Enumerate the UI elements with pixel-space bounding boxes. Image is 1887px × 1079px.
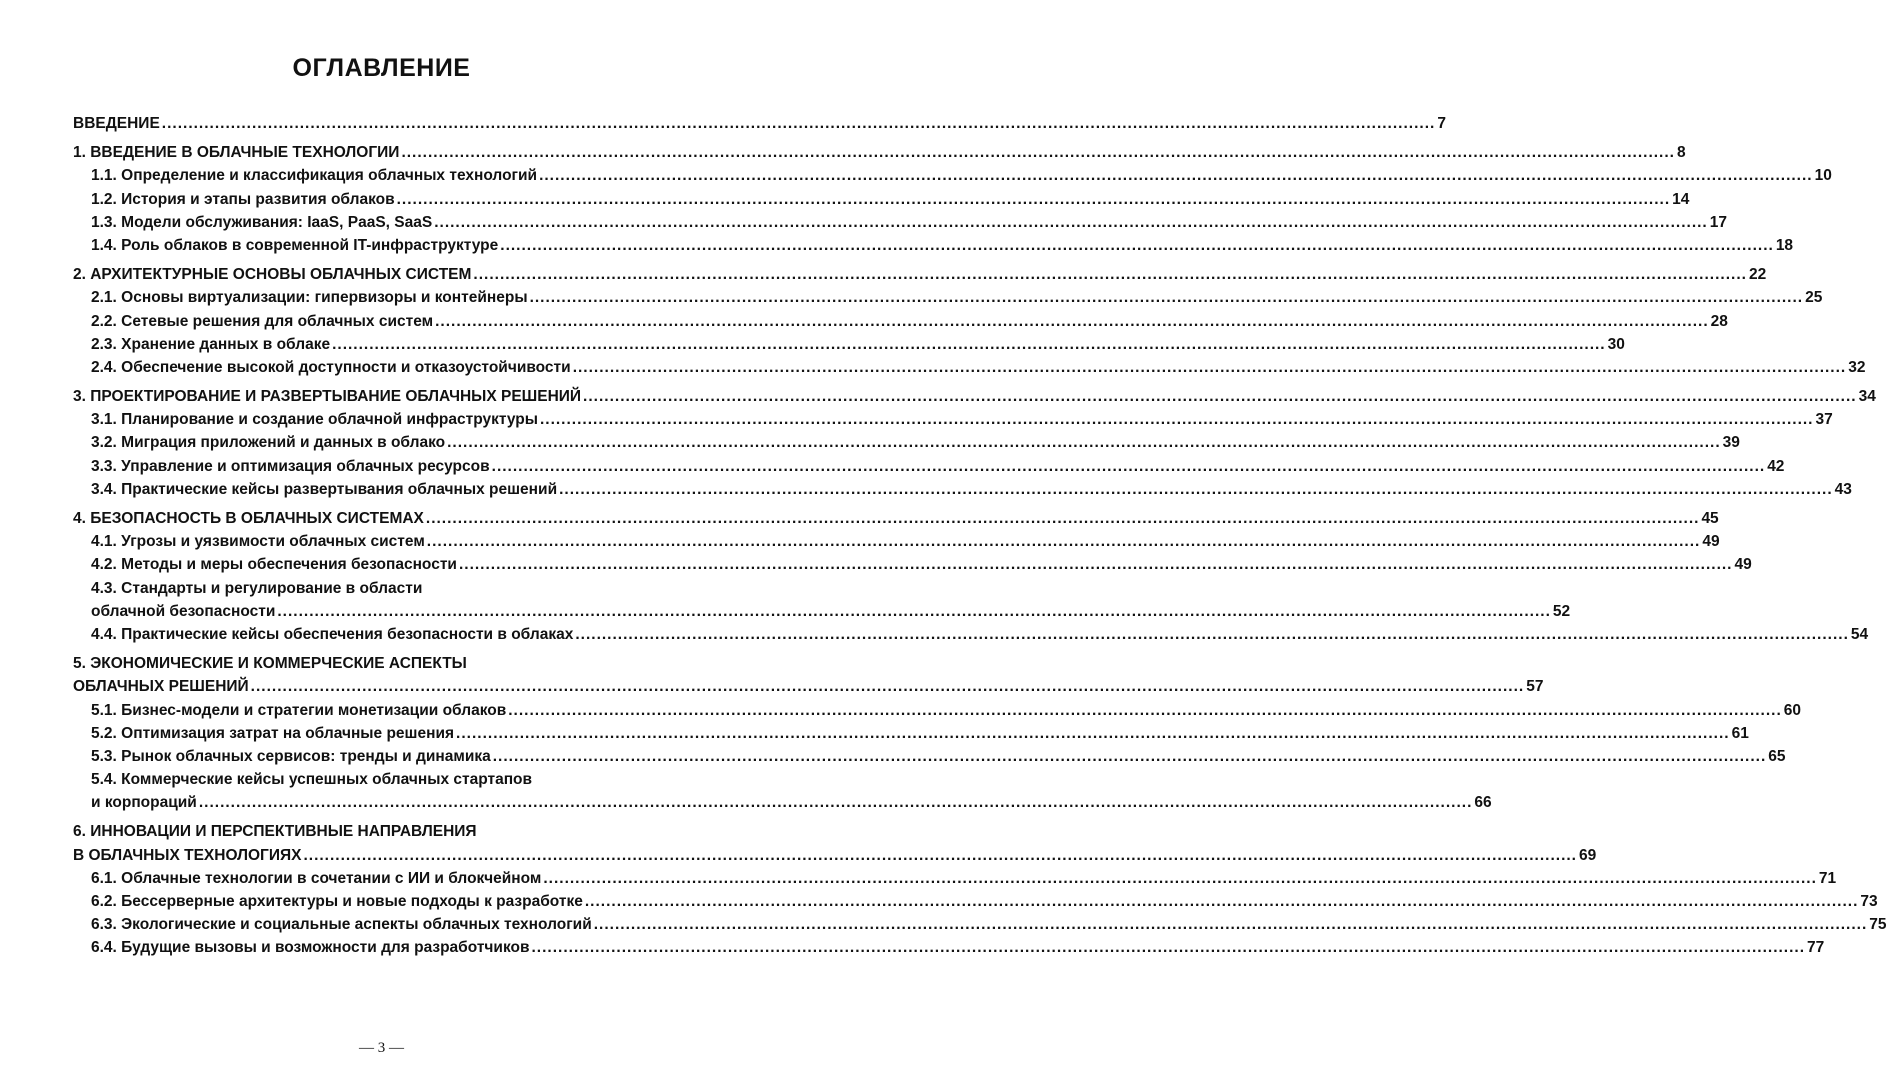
toc-chapter-page: 57 <box>1526 678 1544 696</box>
dot-leader <box>303 844 1577 867</box>
toc-section-title: 6.1. Облачные технологии в сочетании с ИИ и блокчейном <box>91 869 542 887</box>
toc-section-page: 66 <box>1474 794 1492 812</box>
toc-section-title: 4.1. Угрозы и уязвимости облачных систем <box>91 533 425 551</box>
dot-leader <box>575 623 1849 646</box>
toc-section-page: 49 <box>1702 533 1720 551</box>
dot-leader <box>594 913 1868 936</box>
toc-section-entry <box>73 913 1887 936</box>
dot-leader <box>277 600 1551 623</box>
dot-leader <box>585 890 1859 913</box>
dot-leader <box>530 286 1804 309</box>
toc-section-title-line <box>73 768 690 791</box>
toc-section-page: 18 <box>1775 236 1794 254</box>
toc-section-entry <box>73 722 1749 745</box>
toc-chapter-block <box>73 652 1802 814</box>
toc-section-entry <box>73 791 1492 814</box>
page-number: — 3 — <box>359 1040 404 1056</box>
dot-leader <box>447 431 1721 454</box>
toc-chapter-title: ОБЛАЧНЫХ РЕШЕНИЙ <box>73 678 249 696</box>
toc-chapter-entry <box>73 675 1544 698</box>
dot-leader <box>251 675 1525 698</box>
toc-section-title: 5.1. Бизнес-модели и стратегии монетизации облаков <box>91 701 507 719</box>
toc-section-title: 1.2. История и этапы развития облаков <box>91 190 395 208</box>
toc-section-entry <box>73 431 1740 454</box>
toc-section-page: 75 <box>1869 916 1887 934</box>
toc-section-entry <box>73 211 1727 234</box>
dot-leader <box>508 699 1782 722</box>
toc-chapter-page: 34 <box>1858 388 1876 406</box>
toc-section-title: 5.4. Коммерческие кейсы успешных облачных стартапов <box>91 771 533 789</box>
toc-chapter-entry <box>73 844 1597 867</box>
toc-section-entry <box>73 936 1825 959</box>
toc-section-page: 25 <box>1805 289 1823 307</box>
toc-section-page: 28 <box>1710 312 1728 330</box>
toc-section-title: 5.3. Рынок облачных сервисов: тренды и динамика <box>91 747 491 765</box>
toc-section-entry <box>73 234 1794 257</box>
toc-section-entry <box>73 890 1878 913</box>
toc-section-page: 65 <box>1768 747 1786 765</box>
toc-section-title: 4.4. Практические кейсы обеспечения безопасности в облаках <box>91 625 574 643</box>
toc-section-page: 42 <box>1767 457 1785 475</box>
toc-section-page: 14 <box>1672 190 1690 208</box>
toc-section-title: 2.2. Сетевые решения для облачных систем <box>91 312 434 330</box>
toc-chapter-page: 45 <box>1701 510 1719 527</box>
toc-section-title: 2.3. Хранение данных в облаке <box>91 335 331 353</box>
dot-leader <box>397 188 1671 211</box>
table-of-contents <box>73 112 1887 966</box>
dot-leader <box>493 745 1767 768</box>
toc-chapter-title: В ОБЛАЧНЫХ ТЕХНОЛОГИЯХ <box>73 846 302 864</box>
toc-section-title: 2.1. Основы виртуализации: гипервизоры и контейнеры <box>91 289 528 307</box>
toc-chapter-page: 69 <box>1579 846 1597 864</box>
toc-chapter-block <box>73 507 1869 646</box>
dot-leader <box>500 234 1774 257</box>
dot-leader <box>435 310 1709 333</box>
dot-leader <box>492 455 1766 478</box>
toc-section-page: 32 <box>1848 358 1866 376</box>
toc-section-page: 43 <box>1834 480 1852 498</box>
toc-section-title: 4.2. Методы и меры обеспечения безопасности <box>91 556 457 574</box>
dot-leader <box>199 791 1473 814</box>
toc-chapter-block <box>73 141 1832 257</box>
toc-chapter-entry <box>73 507 1719 530</box>
toc-chapter-entry <box>73 141 1686 164</box>
toc-section-entry <box>73 530 1720 553</box>
toc-section-entry <box>73 478 1852 501</box>
toc-section-page: 52 <box>1552 602 1571 620</box>
toc-chapter-block <box>73 820 1887 959</box>
toc-chapter-title: 2. АРХИТЕКТУРНЫЕ ОСНОВЫ ОБЛАЧНЫХ СИСТЕМ <box>73 266 472 284</box>
toc-section-entry <box>73 455 1785 478</box>
toc-section-title: 6.3. Экологические и социальные аспекты облачных технологий <box>91 916 592 934</box>
toc-chapter-title: 4. БЕЗОПАСНОСТЬ В ОБЛАЧНЫХ СИСТЕМАХ <box>73 510 424 527</box>
toc-chapter-title: ВВЕДЕНИЕ <box>73 115 160 132</box>
toc-section-entry <box>73 408 1833 431</box>
toc-chapter-title: 6. ИННОВАЦИИ И ПЕРСПЕКТИВНЫЕ НАПРАВЛЕНИЯ <box>73 823 477 841</box>
toc-section-entry <box>73 600 1571 623</box>
toc-section-title: 3.3. Управление и оптимизация облачных ресурсов <box>91 457 490 475</box>
toc-section-title: 1.4. Роль облаков в современной IT-инфраструктуре <box>91 236 499 254</box>
dot-leader <box>540 408 1814 431</box>
toc-section-title: и корпораций <box>91 794 197 812</box>
toc-section-title: 3.4. Практические кейсы развертывания облачных решений <box>91 480 558 498</box>
toc-section-title-line <box>73 577 690 600</box>
toc-section-title: 1.3. Модели обслуживания: IaaS, PaaS, SaaS <box>91 213 433 231</box>
toc-section-page: 37 <box>1815 411 1833 429</box>
toc-chapter-block <box>73 263 1866 379</box>
dot-leader <box>434 211 1708 234</box>
toc-section-entry <box>73 310 1728 333</box>
toc-section-entry <box>73 623 1869 646</box>
toc-section-page: 60 <box>1783 701 1802 719</box>
toc-section-page: 77 <box>1807 939 1825 957</box>
toc-section-entry <box>73 164 1832 187</box>
toc-section-title: 6.2. Бессерверные архитектуры и новые подходы к разработке <box>91 893 583 910</box>
toc-section-page: 54 <box>1850 625 1869 643</box>
toc-chapter-title: 3. ПРОЕКТИРОВАНИЕ И РАЗВЕРТЫВАНИЕ ОБЛАЧНЫХ РЕШЕНИЙ <box>73 388 582 406</box>
dot-leader <box>532 936 1806 959</box>
dot-leader <box>426 507 1700 530</box>
dot-leader <box>559 478 1833 501</box>
dot-leader <box>427 530 1701 553</box>
toc-chapter-entry <box>73 112 1446 135</box>
toc-chapter-page: 22 <box>1748 266 1767 284</box>
toc-chapter-title: 1. ВВЕДЕНИЕ В ОБЛАЧНЫЕ ТЕХНОЛОГИИ <box>73 144 400 162</box>
toc-section-page: 49 <box>1734 556 1752 574</box>
toc-chapter-entry <box>73 385 1876 408</box>
dot-leader <box>539 164 1813 187</box>
toc-section-title: облачной безопасности <box>91 602 276 620</box>
toc-section-title: 6.4. Будущие вызовы и возможности для разработчиков <box>91 939 530 957</box>
toc-section-entry <box>73 286 1823 309</box>
toc-section-entry <box>73 333 1625 356</box>
toc-section-title: 3.2. Миграция приложений и данных в облако <box>91 434 446 452</box>
toc-section-page: 17 <box>1709 213 1727 231</box>
toc-section-entry <box>73 867 1837 890</box>
toc-section-title: 2.4. Обеспечение высокой доступности и отказоустойчивости <box>91 358 571 376</box>
toc-chapter-title: 5. ЭКОНОМИЧЕСКИЕ И КОММЕРЧЕСКИЕ АСПЕКТЫ <box>73 655 467 673</box>
dot-leader <box>332 333 1606 356</box>
toc-section-entry <box>73 699 1802 722</box>
toc-chapter-title-line <box>73 820 690 843</box>
toc-section-page: 61 <box>1731 724 1749 742</box>
dot-leader <box>456 722 1730 745</box>
toc-section-entry <box>73 188 1690 211</box>
dot-leader <box>573 356 1847 379</box>
dot-leader <box>401 141 1675 164</box>
toc-section-page: 39 <box>1722 434 1740 452</box>
toc-section-title: 5.2. Оптимизация затрат на облачные решения <box>91 724 455 742</box>
toc-chapter-page: 8 <box>1676 144 1686 162</box>
page-title: ОГЛАВЛЕНИЕ <box>292 54 471 82</box>
toc-chapter-entry <box>73 263 1767 286</box>
toc-chapter-title-line <box>73 652 690 675</box>
toc-chapter-page: 7 <box>1437 115 1446 132</box>
toc-section-page: 30 <box>1607 335 1625 353</box>
toc-section-title: 3.1. Планирование и создание облачной инфраструктуры <box>91 411 538 429</box>
toc-section-entry <box>73 553 1752 576</box>
toc-section-title: 4.3. Стандарты и регулирование в области <box>91 579 423 597</box>
toc-section-entry <box>73 356 1866 379</box>
toc-chapter-block <box>73 385 1876 501</box>
dot-leader <box>473 263 1747 286</box>
dot-leader <box>583 385 1857 408</box>
toc-chapter-block <box>73 112 1446 135</box>
dot-leader <box>459 553 1733 576</box>
toc-section-entry <box>73 745 1786 768</box>
toc-section-page: 73 <box>1860 893 1878 910</box>
dot-leader <box>543 867 1817 890</box>
toc-section-page: 71 <box>1818 869 1837 887</box>
toc-section-page: 10 <box>1814 167 1832 185</box>
dot-leader <box>162 112 1436 135</box>
toc-section-title: 1.1. Определение и классификация облачных технологий <box>91 167 538 185</box>
